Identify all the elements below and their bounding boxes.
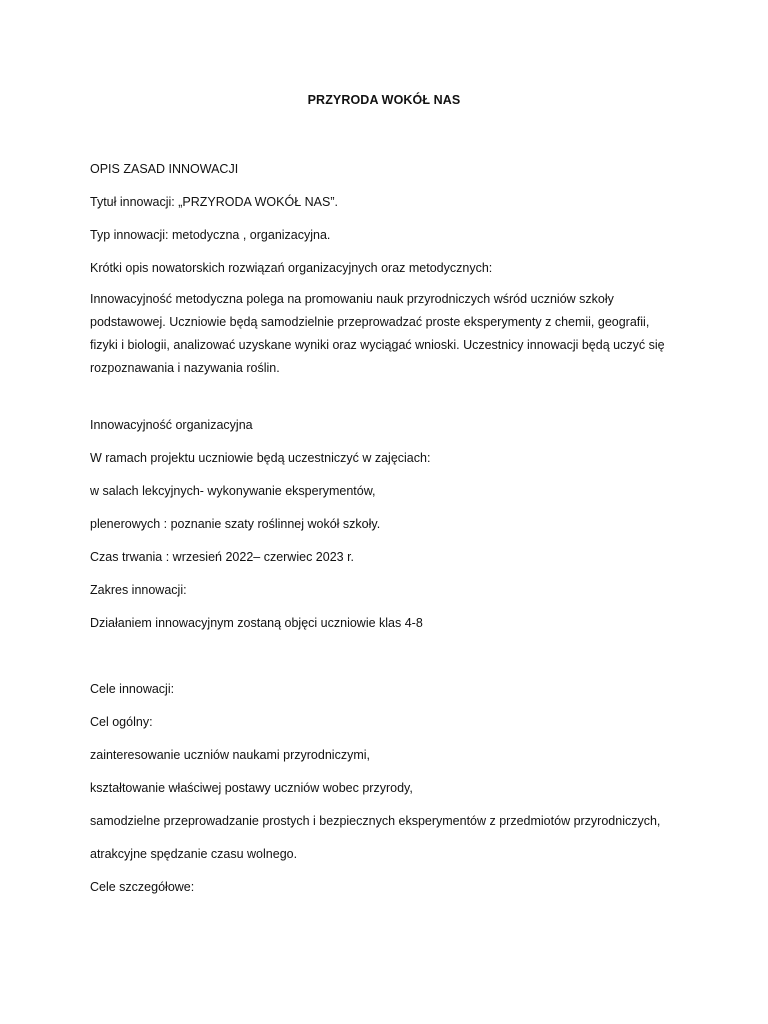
activity-outdoor: plenerowych : poznanie szaty roślinnej wokół szkoły. [90,517,381,531]
scope-text: Działaniem innowacyjnym zostaną objęci uczniowie klas 4-8 [90,616,423,630]
organizational-heading: Innowacyjność organizacyjna [90,418,253,432]
scope-heading: Zakres innowacji: [90,583,187,597]
goal-item: atrakcyjne spędzanie czasu wolnego. [90,847,298,861]
goal-item: kształtowanie właściwej postawy uczniów wobec przyrody, [90,781,413,795]
specific-goals-heading: Cele szczegółowe: [90,880,195,894]
paragraph-line: fizyki i biologii, analizować uzyskane wyniki oraz wyciągać wnioski. Uczestnicy innowacji będą uczyć się [90,338,665,352]
short-description-heading: Krótki opis nowatorskich rozwiązań organizacyjnych oraz metodycznych: [90,261,493,275]
methodical-paragraph [90,288,675,380]
goal-item: zainteresowanie uczniów naukami przyrodniczymi, [90,748,370,762]
paragraph-line: rozpoznawania i nazywania roślin. [90,361,280,375]
project-intro: W ramach projektu uczniowie będą uczestniczyć w zajęciach: [90,451,431,465]
goal-item: samodzielne przeprowadzanie prostych i bezpiecznych eksperymentów z przedmiotów przyrodniczych, [90,814,661,828]
paragraph-line: Innowacyjność metodyczna polega na promowaniu nauk przyrodniczych wśród uczniów szkoły [90,292,614,306]
document-title: PRZYRODA WOKÓŁ NAS [307,93,461,107]
innovation-type: Typ innowacji: metodyczna , organizacyjna. [90,228,331,242]
section-heading: OPIS ZASAD INNOWACJI [90,162,239,176]
duration: Czas trwania : wrzesień 2022– czerwiec 2023 r. [90,550,355,564]
goals-heading: Cele innowacji: [90,682,175,696]
activity-classrooms: w salach lekcyjnych- wykonywanie eksperymentów, [90,484,376,498]
paragraph-line: podstawowej. Uczniowie będą samodzielnie przeprowadzać proste eksperymenty z chemii, geografii, [90,315,650,329]
innovation-title: Tytuł innowacji: „PRZYRODA WOKÓŁ NAS”. [90,195,338,209]
general-goal-heading: Cel ogólny: [90,715,153,729]
